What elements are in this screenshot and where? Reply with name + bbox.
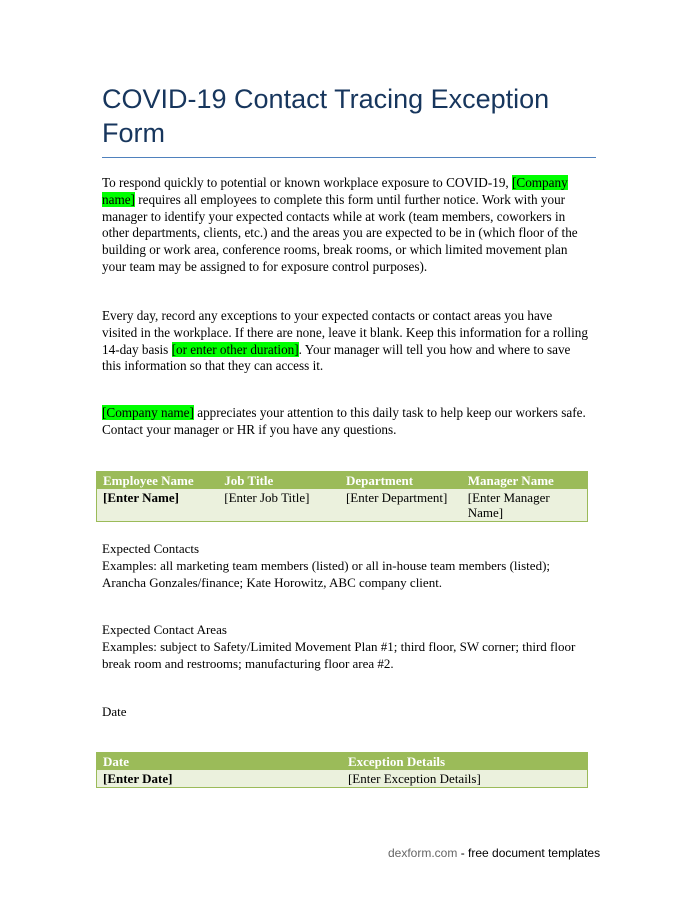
- expected-areas-section: [102, 621, 592, 672]
- text-segment: To respond quickly to potential or known workplace exposure to COVID-19,: [102, 175, 513, 190]
- table-header-row: [97, 753, 588, 771]
- date-field[interactable]: [Enter Date]: [97, 770, 342, 788]
- exception-table: [96, 752, 588, 788]
- page-title: COVID-19 Contact Tracing Exception Form: [102, 84, 550, 148]
- text-segment: Every day, record any exceptions to your expected contacts or contact areas you have visited in the workplace. If there are none, leave it blank. Keep this information for a rolling 14-day basis: [102, 308, 588, 357]
- expected-contacts-section: [102, 540, 592, 591]
- footer-brand-link[interactable]: dexform.com: [388, 846, 458, 860]
- date-label: Date: [102, 704, 127, 719]
- highlighted-placeholder: [Company name]: [102, 175, 568, 207]
- text-segment: appreciates your attention to this daily task to help keep our workers safe. Contact your manager or HR if you have any questions.: [102, 405, 586, 437]
- header-department: Department: [340, 472, 462, 490]
- header-manager-name: Manager Name: [462, 472, 588, 490]
- highlighted-placeholder: [or enter other duration]: [171, 341, 299, 357]
- employee-table: [96, 471, 588, 522]
- employee-name-field[interactable]: [Enter Name]: [97, 489, 219, 522]
- expected-contacts-label: Expected Contacts: [102, 541, 200, 556]
- intro-paragraph: [102, 175, 590, 276]
- department-field[interactable]: [Enter Department]: [340, 489, 462, 522]
- table-row: [97, 489, 588, 522]
- manager-name-field[interactable]: [Enter Manager Name]: [462, 489, 588, 522]
- expected-contacts-text: Examples: all marketing team members (listed) or all in-house team members (listed); Arancha Gonzales/finance; Kate Horowitz, ABC company client.: [102, 558, 551, 590]
- job-title-field[interactable]: [Enter Job Title]: [218, 489, 340, 522]
- expected-areas-text: Examples: subject to Safety/Limited Movement Plan #1; third floor, SW corner; third floor break room and restrooms; manufacturing floor area #2.: [102, 639, 576, 671]
- title-divider: [102, 157, 596, 158]
- exception-details-field[interactable]: [Enter Exception Details]: [342, 770, 588, 788]
- header-job-title: Job Title: [218, 472, 340, 490]
- closing-paragraph: [102, 405, 590, 439]
- instructions-paragraph: [102, 308, 590, 375]
- table-header-row: [97, 472, 588, 490]
- highlighted-placeholder: [Company name]: [102, 405, 194, 420]
- header-employee-name: Employee Name: [97, 472, 219, 490]
- footer-text: - free document templates: [457, 846, 601, 860]
- expected-areas-label: Expected Contact Areas: [102, 622, 227, 637]
- header-date: Date: [97, 753, 342, 771]
- text-segment: requires all employees to complete this form until further notice. Work with your manager to identify your expected contacts while at work (team members, coworkers in other departments, clients, etc.) and the areas you are expected to be in (which floor of the building or work area, conference rooms, break rooms, or which limited movement plan your team may be assigned to for exposure control purposes).: [102, 191, 578, 274]
- table-row: [97, 770, 588, 788]
- footer: [388, 846, 600, 860]
- text-segment: . Your manager will tell you how and where to save this information so that they can access it.: [102, 341, 571, 374]
- header-exception-details: Exception Details: [342, 753, 588, 771]
